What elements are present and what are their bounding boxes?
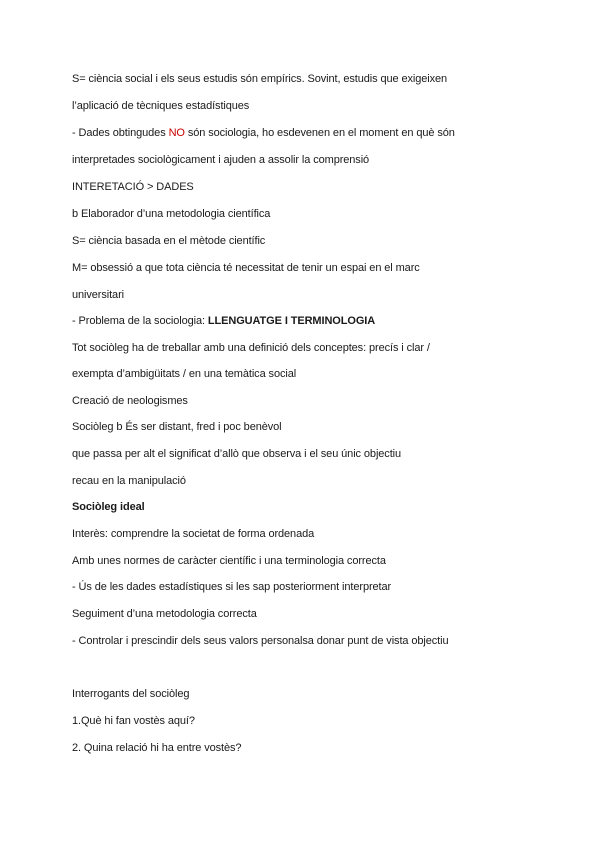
- line-18-text: Interès: comprendre la societat de forma ordenada: [72, 528, 315, 540]
- line-2-text: l’aplicació de tècniques estadístiques: [72, 100, 250, 112]
- line-13-text: Creació de neologismes: [72, 395, 188, 407]
- line-10-prefix: - Problema de la sociologia:: [72, 315, 208, 327]
- line-11-text: Tot sociòleg ha de treballar amb una definició dels conceptes: precís i clar /: [72, 342, 430, 354]
- no-highlight: NO: [168, 127, 185, 139]
- line-22-text: - Controlar i prescindir dels seus valors personalsa donar punt de vista objectiu: [72, 635, 449, 647]
- line-3-suffix: són sociologia, ho esdevenen en el moment en què són: [184, 127, 455, 139]
- question-1: [72, 714, 195, 728]
- ideal-sociologist-heading: [72, 500, 145, 514]
- text-line-21: [72, 607, 257, 621]
- text-line-16: [72, 474, 186, 488]
- line-4-text: interpretades sociològicament i ajuden a assolir la comprensió: [72, 154, 370, 166]
- text-line-18: [72, 527, 314, 541]
- line-12-text: exempta d’ambigüitats / en una temàtica social: [72, 368, 297, 380]
- language-terminology-heading: LLENGUATGE I TERMINOLOGIA: [207, 315, 376, 327]
- text-line-15: [72, 447, 401, 461]
- line-21-text: Seguiment d’una metodologia correcta: [72, 608, 257, 620]
- text-line-14: [72, 420, 282, 434]
- line-8-text: M= obsessió a que tota ciència té necessitat de tenir un espai en el marc: [72, 262, 420, 274]
- line-25-text: 2. Quina relació hi ha entre vostès?: [72, 742, 242, 754]
- text-line-9: [72, 288, 124, 302]
- text-line-2: [72, 99, 249, 113]
- line-5-text: INTERETACIÓ > DADES: [72, 181, 194, 193]
- text-line-22: [72, 634, 449, 648]
- text-line-20: [72, 580, 391, 594]
- line-7-text: S= ciència basada en el mètode científic: [72, 235, 266, 247]
- line-1-text: S= ciència social i els seus estudis són empírics. Sovint, estudis que exigeixen: [72, 73, 448, 85]
- text-line-7: [72, 234, 265, 248]
- question-2: [72, 741, 241, 755]
- text-line-1: [72, 72, 447, 86]
- text-line-11: [72, 341, 430, 355]
- line-23-text: Interrogants del sociòleg: [72, 688, 190, 700]
- text-line-5: [72, 180, 194, 194]
- text-line-19: [72, 554, 386, 568]
- line-9-text: universitari: [72, 289, 124, 301]
- text-line-8: [72, 261, 420, 275]
- line-17-text: Sociòleg ideal: [72, 501, 145, 513]
- text-line-3: [72, 126, 455, 140]
- line-20-text: - Ús de les dades estadístiques si les sap posteriorment interpretar: [72, 581, 392, 593]
- line-14-text: Sociòleg b És ser distant, fred i poc benèvol: [72, 421, 282, 433]
- text-line-6: [72, 207, 270, 221]
- line-6-text: b Elaborador d’una metodologia científica: [72, 208, 271, 220]
- line-15-text: que passa per alt el significat d’allò que observa i el seu únic objectiu: [72, 448, 402, 460]
- questions-heading: [72, 687, 189, 701]
- text-line-4: [72, 153, 369, 167]
- text-line-12: [72, 367, 296, 381]
- text-line-10: [72, 314, 375, 328]
- line-3-prefix: - Dades obtingudes: [72, 127, 169, 139]
- line-24-text: 1.Què hi fan vostès aquí?: [72, 715, 195, 727]
- text-line-13: [72, 394, 188, 408]
- line-16-text: recau en la manipulació: [72, 475, 186, 487]
- line-19-text: Amb unes normes de caràcter científic i una terminologia correcta: [72, 555, 386, 567]
